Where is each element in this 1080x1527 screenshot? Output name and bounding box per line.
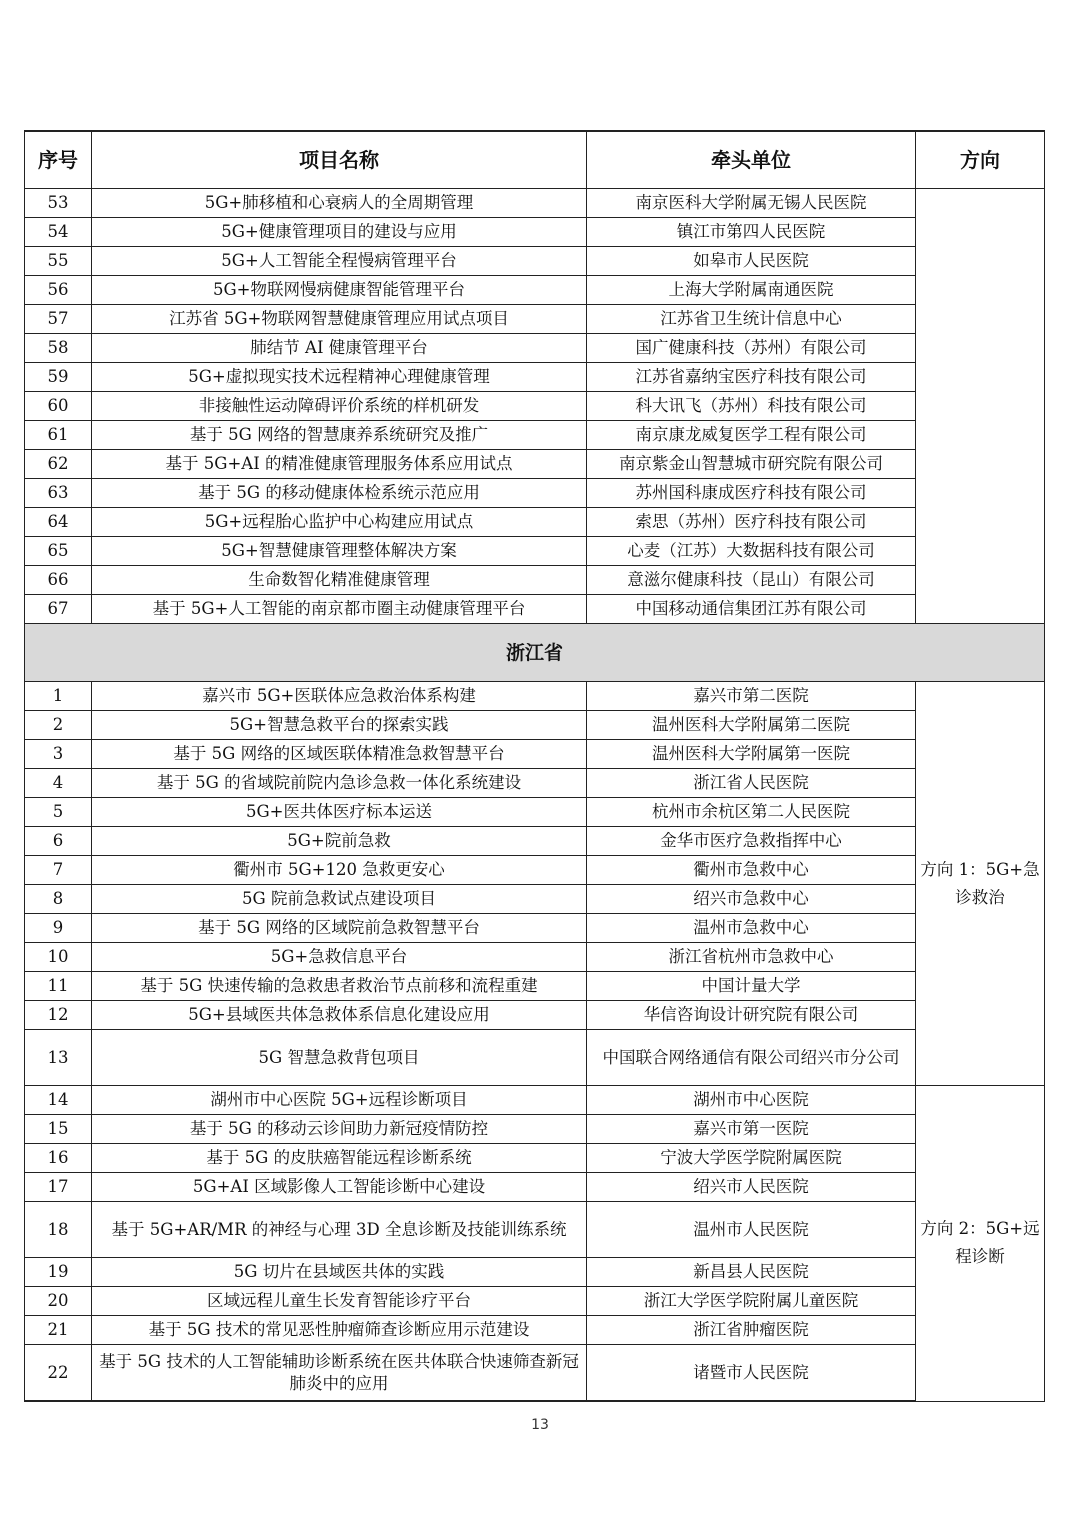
serial-cell: 59 [25,363,92,392]
serial-cell: 19 [25,1258,92,1287]
table-body [25,189,1045,1402]
serial-cell: 6 [25,827,92,856]
lead-unit-cell: 温州医科大学附属第一医院 [587,740,916,769]
lead-unit-cell: 意滋尔健康科技（昆山）有限公司 [587,566,916,595]
lead-unit-cell: 诸暨市人民医院 [587,1345,916,1402]
serial-cell: 8 [25,885,92,914]
serial-cell: 66 [25,566,92,595]
project-name-cell: 生命数智化精准健康管理 [92,566,587,595]
serial-cell: 53 [25,189,92,218]
project-name-cell: 嘉兴市 5G+医联体应急救治体系构建 [92,682,587,711]
table-row [25,479,1045,508]
lead-unit-cell: 科大讯飞（苏州）科技有限公司 [587,392,916,421]
table-row [25,885,1045,914]
table-row [25,769,1045,798]
project-name-cell: 区域远程儿童生长发育智能诊疗平台 [92,1287,587,1316]
project-name-cell: 5G+健康管理项目的建设与应用 [92,218,587,247]
lead-unit-cell: 中国移动通信集团江苏有限公司 [587,595,916,624]
lead-unit-cell: 温州市人民医院 [587,1202,916,1258]
project-name-cell: 基于 5G 网络的区域医联体精准急救智慧平台 [92,740,587,769]
table-row [25,827,1045,856]
project-name-cell: 5G+院前急救 [92,827,587,856]
serial-cell: 62 [25,450,92,479]
lead-unit-cell: 中国计量大学 [587,972,916,1001]
serial-cell: 4 [25,769,92,798]
lead-unit-cell: 江苏省嘉纳宝医疗科技有限公司 [587,363,916,392]
project-name-cell: 基于 5G 网络的区域院前急救智慧平台 [92,914,587,943]
header-serial: 序号 [25,131,92,189]
table-row [25,508,1045,537]
serial-cell: 65 [25,537,92,566]
table-row [25,1086,1045,1115]
table-row [25,450,1045,479]
header-direction: 方向 [916,131,1045,189]
lead-unit-cell: 中国联合网络通信有限公司绍兴市分公司 [587,1030,916,1086]
table-row [25,914,1045,943]
project-name-cell: 江苏省 5G+物联网智慧健康管理应用试点项目 [92,305,587,334]
project-name-cell: 基于 5G 的皮肤癌智能远程诊断系统 [92,1144,587,1173]
table-row [25,1202,1045,1258]
table-row [25,711,1045,740]
project-name-cell: 5G+AI 区域影像人工智能诊断中心建设 [92,1173,587,1202]
lead-unit-cell: 苏州国科康成医疗科技有限公司 [587,479,916,508]
serial-cell: 15 [25,1115,92,1144]
project-name-cell: 5G+智慧健康管理整体解决方案 [92,537,587,566]
serial-cell: 22 [25,1345,92,1402]
table-row [25,856,1045,885]
project-name-cell: 衢州市 5G+120 急救更安心 [92,856,587,885]
serial-cell: 5 [25,798,92,827]
project-name-cell: 湖州市中心医院 5G+远程诊断项目 [92,1086,587,1115]
header-row [25,131,1045,189]
lead-unit-cell: 绍兴市人民医院 [587,1173,916,1202]
table-row [25,1030,1045,1086]
table-row [25,682,1045,711]
project-name-cell: 5G+远程胎心监护中心构建应用试点 [92,508,587,537]
table-row [25,189,1045,218]
table-row [25,566,1045,595]
project-name-cell: 基于 5G 快速传输的急救患者救治节点前移和流程重建 [92,972,587,1001]
table-row [25,740,1045,769]
project-name-cell: 5G+县域医共体急救体系信息化建设应用 [92,1001,587,1030]
lead-unit-cell: 宁波大学医学院附属医院 [587,1144,916,1173]
direction-cell [916,189,1045,624]
lead-unit-cell: 国广健康科技（苏州）有限公司 [587,334,916,363]
serial-cell: 57 [25,305,92,334]
table-row [25,537,1045,566]
lead-unit-cell: 嘉兴市第二医院 [587,682,916,711]
lead-unit-cell: 索思（苏州）医疗科技有限公司 [587,508,916,537]
project-name-cell: 肺结节 AI 健康管理平台 [92,334,587,363]
project-name-cell: 5G+物联网慢病健康智能管理平台 [92,276,587,305]
lead-unit-cell: 湖州市中心医院 [587,1086,916,1115]
serial-cell: 56 [25,276,92,305]
serial-cell: 61 [25,421,92,450]
project-name-cell: 5G+人工智能全程慢病管理平台 [92,247,587,276]
lead-unit-cell: 江苏省卫生统计信息中心 [587,305,916,334]
table-row [25,305,1045,334]
lead-unit-cell: 新昌县人民医院 [587,1258,916,1287]
lead-unit-cell: 上海大学附属南通医院 [587,276,916,305]
project-name-cell: 基于 5G 技术的常见恶性肿瘤筛查诊断应用示范建设 [92,1316,587,1345]
project-name-cell: 非接触性运动障碍评价系统的样机研发 [92,392,587,421]
project-name-cell: 5G+急救信息平台 [92,943,587,972]
serial-cell: 3 [25,740,92,769]
page-number: 13 [531,1417,549,1433]
project-name-cell: 5G+肺移植和心衰病人的全周期管理 [92,189,587,218]
lead-unit-cell: 浙江大学医学院附属儿童医院 [587,1287,916,1316]
project-name-cell: 5G+智慧急救平台的探索实践 [92,711,587,740]
header-project-name: 项目名称 [92,131,587,189]
lead-unit-cell: 浙江省肿瘤医院 [587,1316,916,1345]
lead-unit-cell: 嘉兴市第一医院 [587,1115,916,1144]
serial-cell: 18 [25,1202,92,1258]
project-name-cell: 基于 5G 的移动云诊间助力新冠疫情防控 [92,1115,587,1144]
project-name-cell: 5G 切片在县域医共体的实践 [92,1258,587,1287]
lead-unit-cell: 浙江省人民医院 [587,769,916,798]
project-name-cell: 5G 院前急救试点建设项目 [92,885,587,914]
lead-unit-cell: 南京康龙威复医学工程有限公司 [587,421,916,450]
lead-unit-cell: 杭州市余杭区第二人民医院 [587,798,916,827]
project-name-cell: 基于 5G+AI 的精准健康管理服务体系应用试点 [92,450,587,479]
table-row [25,1115,1045,1144]
table-row [25,1287,1045,1316]
project-name-cell: 基于 5G 的移动健康体检系统示范应用 [92,479,587,508]
table-row [25,1001,1045,1030]
serial-cell: 21 [25,1316,92,1345]
serial-cell: 12 [25,1001,92,1030]
table-row [25,595,1045,624]
table-row [25,218,1045,247]
serial-cell: 17 [25,1173,92,1202]
serial-cell: 9 [25,914,92,943]
serial-cell: 2 [25,711,92,740]
project-name-cell: 基于 5G+人工智能的南京都市圈主动健康管理平台 [92,595,587,624]
lead-unit-cell: 华信咨询设计研究院有限公司 [587,1001,916,1030]
serial-cell: 13 [25,1030,92,1086]
lead-unit-cell: 浙江省杭州市急救中心 [587,943,916,972]
serial-cell: 16 [25,1144,92,1173]
lead-unit-cell: 金华市医疗急救指挥中心 [587,827,916,856]
table-row [25,421,1045,450]
table-row [25,1144,1045,1173]
table-row [25,1258,1045,1287]
table-row [25,943,1045,972]
serial-cell: 67 [25,595,92,624]
table-row [25,334,1045,363]
project-name-cell: 5G+虚拟现实技术远程精神心理健康管理 [92,363,587,392]
table-row [25,1316,1045,1345]
table-row [25,972,1045,1001]
table-row [25,1345,1045,1402]
project-name-cell: 基于 5G 技术的人工智能辅助诊断系统在医共体联合快速筛查新冠肺炎中的应用 [92,1345,587,1402]
table-row [25,392,1045,421]
header-lead-unit: 牵头单位 [587,131,916,189]
lead-unit-cell: 心麦（江苏）大数据科技有限公司 [587,537,916,566]
serial-cell: 1 [25,682,92,711]
lead-unit-cell: 南京紫金山智慧城市研究院有限公司 [587,450,916,479]
serial-cell: 10 [25,943,92,972]
section-title: 浙江省 [25,624,1045,682]
project-name-cell: 5G+医共体医疗标本运送 [92,798,587,827]
serial-cell: 11 [25,972,92,1001]
table-row [25,1173,1045,1202]
project-name-cell: 基于 5G 网络的智慧康养系统研究及推广 [92,421,587,450]
serial-cell: 58 [25,334,92,363]
lead-unit-cell: 镇江市第四人民医院 [587,218,916,247]
project-name-cell: 5G 智慧急救背包项目 [92,1030,587,1086]
lead-unit-cell: 衢州市急救中心 [587,856,916,885]
serial-cell: 55 [25,247,92,276]
serial-cell: 20 [25,1287,92,1316]
lead-unit-cell: 绍兴市急救中心 [587,885,916,914]
table-row [25,247,1045,276]
lead-unit-cell: 如皋市人民医院 [587,247,916,276]
serial-cell: 64 [25,508,92,537]
lead-unit-cell: 南京医科大学附属无锡人民医院 [587,189,916,218]
direction-cell: 方向 2：5G+远程诊断 [916,1086,1045,1402]
serial-cell: 63 [25,479,92,508]
serial-cell: 54 [25,218,92,247]
serial-cell: 7 [25,856,92,885]
serial-cell: 14 [25,1086,92,1115]
lead-unit-cell: 温州市急救中心 [587,914,916,943]
section-row [25,624,1045,682]
project-name-cell: 基于 5G 的省域院前院内急诊急救一体化系统建设 [92,769,587,798]
serial-cell: 60 [25,392,92,421]
project-table [24,130,1045,1402]
direction-cell: 方向 1：5G+急诊救治 [916,682,1045,1086]
lead-unit-cell: 温州医科大学附属第二医院 [587,711,916,740]
project-name-cell: 基于 5G+AR/MR 的神经与心理 3D 全息诊断及技能训练系统 [92,1202,587,1258]
table-row [25,276,1045,305]
table-row [25,363,1045,392]
table-row [25,798,1045,827]
